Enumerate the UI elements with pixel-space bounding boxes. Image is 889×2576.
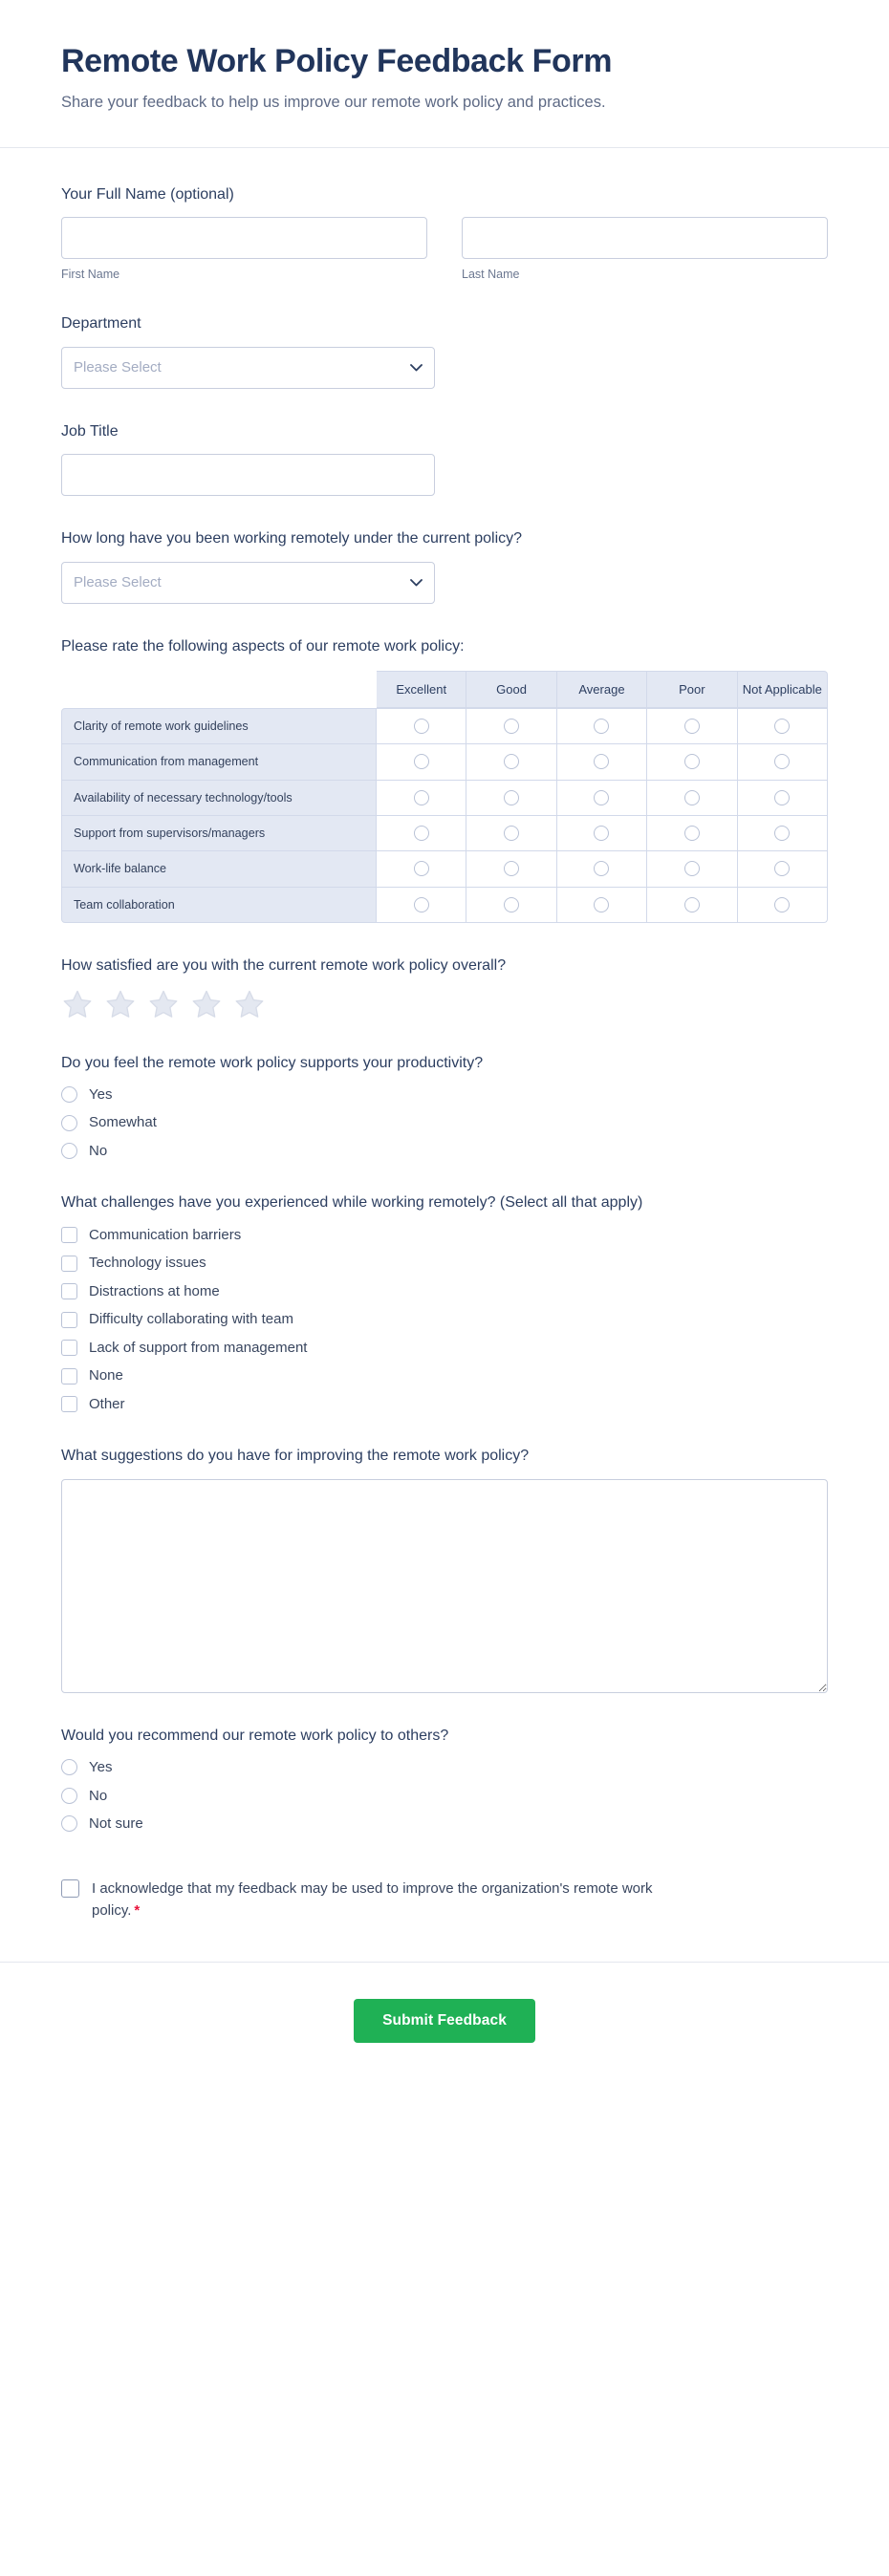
matrix-row-label: Availability of necessary technology/tools: [61, 781, 377, 816]
matrix-column-header: Excellent: [377, 671, 466, 708]
last-name-sublabel: Last Name: [462, 268, 520, 282]
radio-button-icon[interactable]: [414, 790, 429, 805]
radio-button-icon[interactable]: [774, 826, 790, 841]
matrix-row-label: Work-life balance: [61, 851, 377, 887]
matrix-radio-cell[interactable]: [738, 851, 828, 887]
matrix-row: [61, 744, 828, 780]
matrix-row-label: Support from supervisors/managers: [61, 816, 377, 851]
first-name-sublabel: First Name: [61, 268, 120, 282]
acknowledge-text-wrap: [92, 1878, 704, 1922]
matrix-row-label: Clarity of remote work guidelines: [61, 708, 377, 744]
matrix-radio-cell[interactable]: [557, 851, 647, 887]
matrix-radio-cell[interactable]: [738, 888, 828, 923]
field-full-name: [61, 184, 828, 281]
submit-button[interactable]: Submit Feedback: [354, 1999, 535, 2043]
radio-button-icon[interactable]: [684, 826, 700, 841]
matrix-radio-cell[interactable]: [557, 816, 647, 851]
checkbox-option-row[interactable]: [61, 1282, 828, 1301]
name-row: [61, 217, 828, 281]
department-select[interactable]: [61, 347, 435, 389]
matrix-radio-cell[interactable]: [738, 781, 828, 816]
matrix-radio-cell[interactable]: [377, 708, 466, 744]
first-name-input[interactable]: [61, 217, 427, 259]
matrix-radio-cell[interactable]: [377, 816, 466, 851]
field-job-title: [61, 421, 828, 496]
checkbox-icon[interactable]: [61, 1283, 77, 1299]
radio-button-icon[interactable]: [61, 1815, 77, 1832]
matrix-radio-cell[interactable]: [738, 744, 828, 780]
radio-button-icon[interactable]: [684, 719, 700, 734]
checkbox-icon[interactable]: [61, 1256, 77, 1272]
radio-button-icon[interactable]: [414, 754, 429, 769]
radio-button-icon[interactable]: [61, 1115, 77, 1131]
matrix-row: [61, 888, 828, 923]
matrix-header-row: [61, 671, 828, 708]
matrix-row: [61, 816, 828, 851]
radio-option-row[interactable]: [61, 1113, 828, 1132]
matrix-table-wrap: [61, 671, 828, 923]
department-selected-value: Please Select: [74, 359, 162, 376]
challenges-options: [61, 1226, 828, 1414]
radio-button-icon[interactable]: [61, 1759, 77, 1775]
matrix-radio-cell[interactable]: [647, 851, 737, 887]
first-name-group: [61, 217, 427, 281]
matrix-row-label: Communication from management: [61, 744, 377, 780]
matrix-radio-cell[interactable]: [738, 708, 828, 744]
option-label: Distractions at home: [89, 1282, 220, 1299]
radio-button-icon[interactable]: [774, 719, 790, 734]
checkbox-icon[interactable]: [61, 1340, 77, 1356]
matrix-radio-cell[interactable]: [377, 744, 466, 780]
matrix-radio-cell[interactable]: [647, 708, 737, 744]
radio-button-icon[interactable]: [684, 790, 700, 805]
option-label: Yes: [89, 1085, 113, 1103]
field-duration: [61, 528, 828, 603]
matrix-radio-cell[interactable]: [377, 781, 466, 816]
full-name-label: Your Full Name (optional): [61, 186, 234, 204]
suggestions-label: What suggestions do you have for improving the remote work policy?: [61, 1448, 530, 1465]
matrix-row: [61, 781, 828, 816]
checkbox-option-row[interactable]: [61, 1310, 828, 1329]
matrix-radio-cell[interactable]: [466, 851, 556, 887]
option-label: Technology issues: [89, 1255, 206, 1272]
radio-button-icon[interactable]: [594, 897, 609, 912]
page-subtitle: Share your feedback to help us improve our remote work policy and practices.: [61, 94, 606, 112]
acknowledge-text: I acknowledge that my feedback may be used to improve the organization's remote work policy.: [92, 1879, 653, 1919]
matrix-table: [61, 671, 828, 923]
acknowledge-block: [61, 1878, 828, 1922]
job-title-label: Job Title: [61, 422, 119, 440]
radio-option-row[interactable]: [61, 1142, 828, 1161]
checkbox-option-row[interactable]: [61, 1339, 828, 1358]
matrix-radio-cell[interactable]: [557, 888, 647, 923]
checkbox-option-row[interactable]: [61, 1366, 828, 1385]
checkbox-option-row[interactable]: [61, 1254, 828, 1273]
satisfaction-label: How satisfied are you with the current remote work policy overall?: [61, 957, 507, 975]
option-label: Yes: [89, 1759, 113, 1776]
radio-button-icon[interactable]: [684, 754, 700, 769]
radio-button-icon[interactable]: [594, 826, 609, 841]
option-label: Communication barriers: [89, 1226, 242, 1243]
option-label: Lack of support from management: [89, 1339, 308, 1356]
field-challenges: [61, 1192, 828, 1413]
checkbox-icon[interactable]: [61, 1227, 77, 1243]
radio-button-icon[interactable]: [414, 897, 429, 912]
matrix-row: [61, 708, 828, 744]
matrix-radio-cell[interactable]: [557, 708, 647, 744]
duration-select-wrap: [61, 562, 435, 604]
productivity-label: Do you feel the remote work policy supports your productivity?: [61, 1054, 484, 1071]
radio-option-row[interactable]: [61, 1085, 828, 1105]
option-label: No: [89, 1142, 108, 1159]
radio-option-row[interactable]: [61, 1814, 828, 1834]
duration-label: How long have you been working remotely under the current policy?: [61, 530, 523, 547]
checkbox-option-row[interactable]: [61, 1226, 828, 1245]
radio-button-icon[interactable]: [414, 826, 429, 841]
matrix-body: [61, 708, 828, 923]
last-name-group: [462, 217, 828, 281]
radio-button-icon[interactable]: [774, 790, 790, 805]
recommend-options: [61, 1758, 828, 1834]
option-label: None: [89, 1367, 123, 1385]
field-productivity: [61, 1053, 828, 1161]
recommend-label: Would you recommend our remote work policy to others?: [61, 1727, 449, 1744]
challenges-label: What challenges have you experienced while working remotely? (Select all that apply): [61, 1194, 643, 1212]
matrix-radio-cell[interactable]: [647, 781, 737, 816]
matrix-column-header: Poor: [647, 671, 737, 708]
radio-button-icon[interactable]: [594, 790, 609, 805]
checkbox-icon[interactable]: [61, 1396, 77, 1412]
matrix-radio-cell[interactable]: [377, 888, 466, 923]
required-asterisk: *: [134, 1901, 141, 1919]
radio-button-icon[interactable]: [504, 897, 519, 912]
matrix-column-header: Good: [466, 671, 556, 708]
radio-button-icon[interactable]: [504, 826, 519, 841]
radio-button-icon[interactable]: [414, 861, 429, 876]
radio-button-icon[interactable]: [504, 861, 519, 876]
radio-button-icon[interactable]: [774, 861, 790, 876]
matrix-radio-cell[interactable]: [557, 781, 647, 816]
matrix-radio-cell[interactable]: [466, 781, 556, 816]
star-icon[interactable]: [104, 989, 137, 1020]
radio-option-row[interactable]: [61, 1758, 828, 1777]
star-icon[interactable]: [147, 989, 180, 1020]
productivity-options: [61, 1085, 828, 1161]
matrix-radio-cell[interactable]: [466, 816, 556, 851]
field-recommend: [61, 1726, 828, 1834]
radio-button-icon[interactable]: [594, 719, 609, 734]
radio-button-icon[interactable]: [504, 790, 519, 805]
radio-button-icon[interactable]: [774, 897, 790, 912]
field-department: [61, 313, 828, 388]
matrix-radio-cell[interactable]: [377, 851, 466, 887]
acknowledge-checkbox[interactable]: [61, 1879, 79, 1898]
star-icon[interactable]: [190, 989, 223, 1020]
page-title: Remote Work Policy Feedback Form: [61, 43, 613, 79]
checkbox-option-row[interactable]: [61, 1395, 828, 1414]
star-icon[interactable]: [233, 989, 266, 1020]
matrix-row: [61, 851, 828, 887]
matrix-radio-cell[interactable]: [466, 888, 556, 923]
field-matrix-rating: [61, 636, 828, 924]
duration-select[interactable]: [61, 562, 435, 604]
suggestions-textarea[interactable]: [61, 1479, 828, 1693]
radio-button-icon[interactable]: [774, 754, 790, 769]
radio-button-icon[interactable]: [594, 861, 609, 876]
matrix-radio-cell[interactable]: [647, 744, 737, 780]
field-suggestions: [61, 1446, 828, 1692]
matrix-corner-cell: [61, 671, 377, 708]
radio-button-icon[interactable]: [504, 754, 519, 769]
star-rating[interactable]: [61, 989, 828, 1020]
option-label: Difficulty collaborating with team: [89, 1311, 293, 1328]
matrix-column-header: Not Applicable: [738, 671, 828, 708]
matrix-column-header: Average: [557, 671, 647, 708]
matrix-header: [61, 671, 828, 708]
form-header: [0, 0, 889, 148]
radio-button-icon[interactable]: [61, 1086, 77, 1103]
radio-button-icon[interactable]: [414, 719, 429, 734]
radio-option-row[interactable]: [61, 1787, 828, 1806]
department-select-wrap: [61, 347, 435, 389]
matrix-row-label: Team collaboration: [61, 888, 377, 923]
radio-button-icon[interactable]: [61, 1788, 77, 1804]
department-label: Department: [61, 315, 141, 333]
field-satisfaction: [61, 955, 828, 1020]
last-name-input[interactable]: [462, 217, 828, 259]
duration-selected-value: Please Select: [74, 574, 162, 591]
matrix-radio-cell[interactable]: [466, 744, 556, 780]
option-label: Other: [89, 1395, 125, 1412]
matrix-radio-cell[interactable]: [557, 744, 647, 780]
matrix-radio-cell[interactable]: [466, 708, 556, 744]
checkbox-icon[interactable]: [61, 1368, 77, 1385]
form-body: [0, 148, 889, 1921]
job-title-input[interactable]: [61, 454, 435, 496]
option-label: Somewhat: [89, 1114, 157, 1131]
radio-button-icon[interactable]: [594, 754, 609, 769]
radio-button-icon[interactable]: [684, 861, 700, 876]
radio-button-icon[interactable]: [504, 719, 519, 734]
option-label: Not sure: [89, 1815, 143, 1833]
matrix-radio-cell[interactable]: [647, 888, 737, 923]
option-label: No: [89, 1787, 108, 1804]
matrix-label: Please rate the following aspects of our remote work policy:: [61, 637, 465, 655]
checkbox-icon[interactable]: [61, 1312, 77, 1328]
matrix-radio-cell[interactable]: [738, 816, 828, 851]
form-footer: [0, 1962, 889, 2087]
radio-button-icon[interactable]: [684, 897, 700, 912]
radio-button-icon[interactable]: [61, 1143, 77, 1159]
matrix-radio-cell[interactable]: [647, 816, 737, 851]
star-icon[interactable]: [61, 989, 94, 1020]
